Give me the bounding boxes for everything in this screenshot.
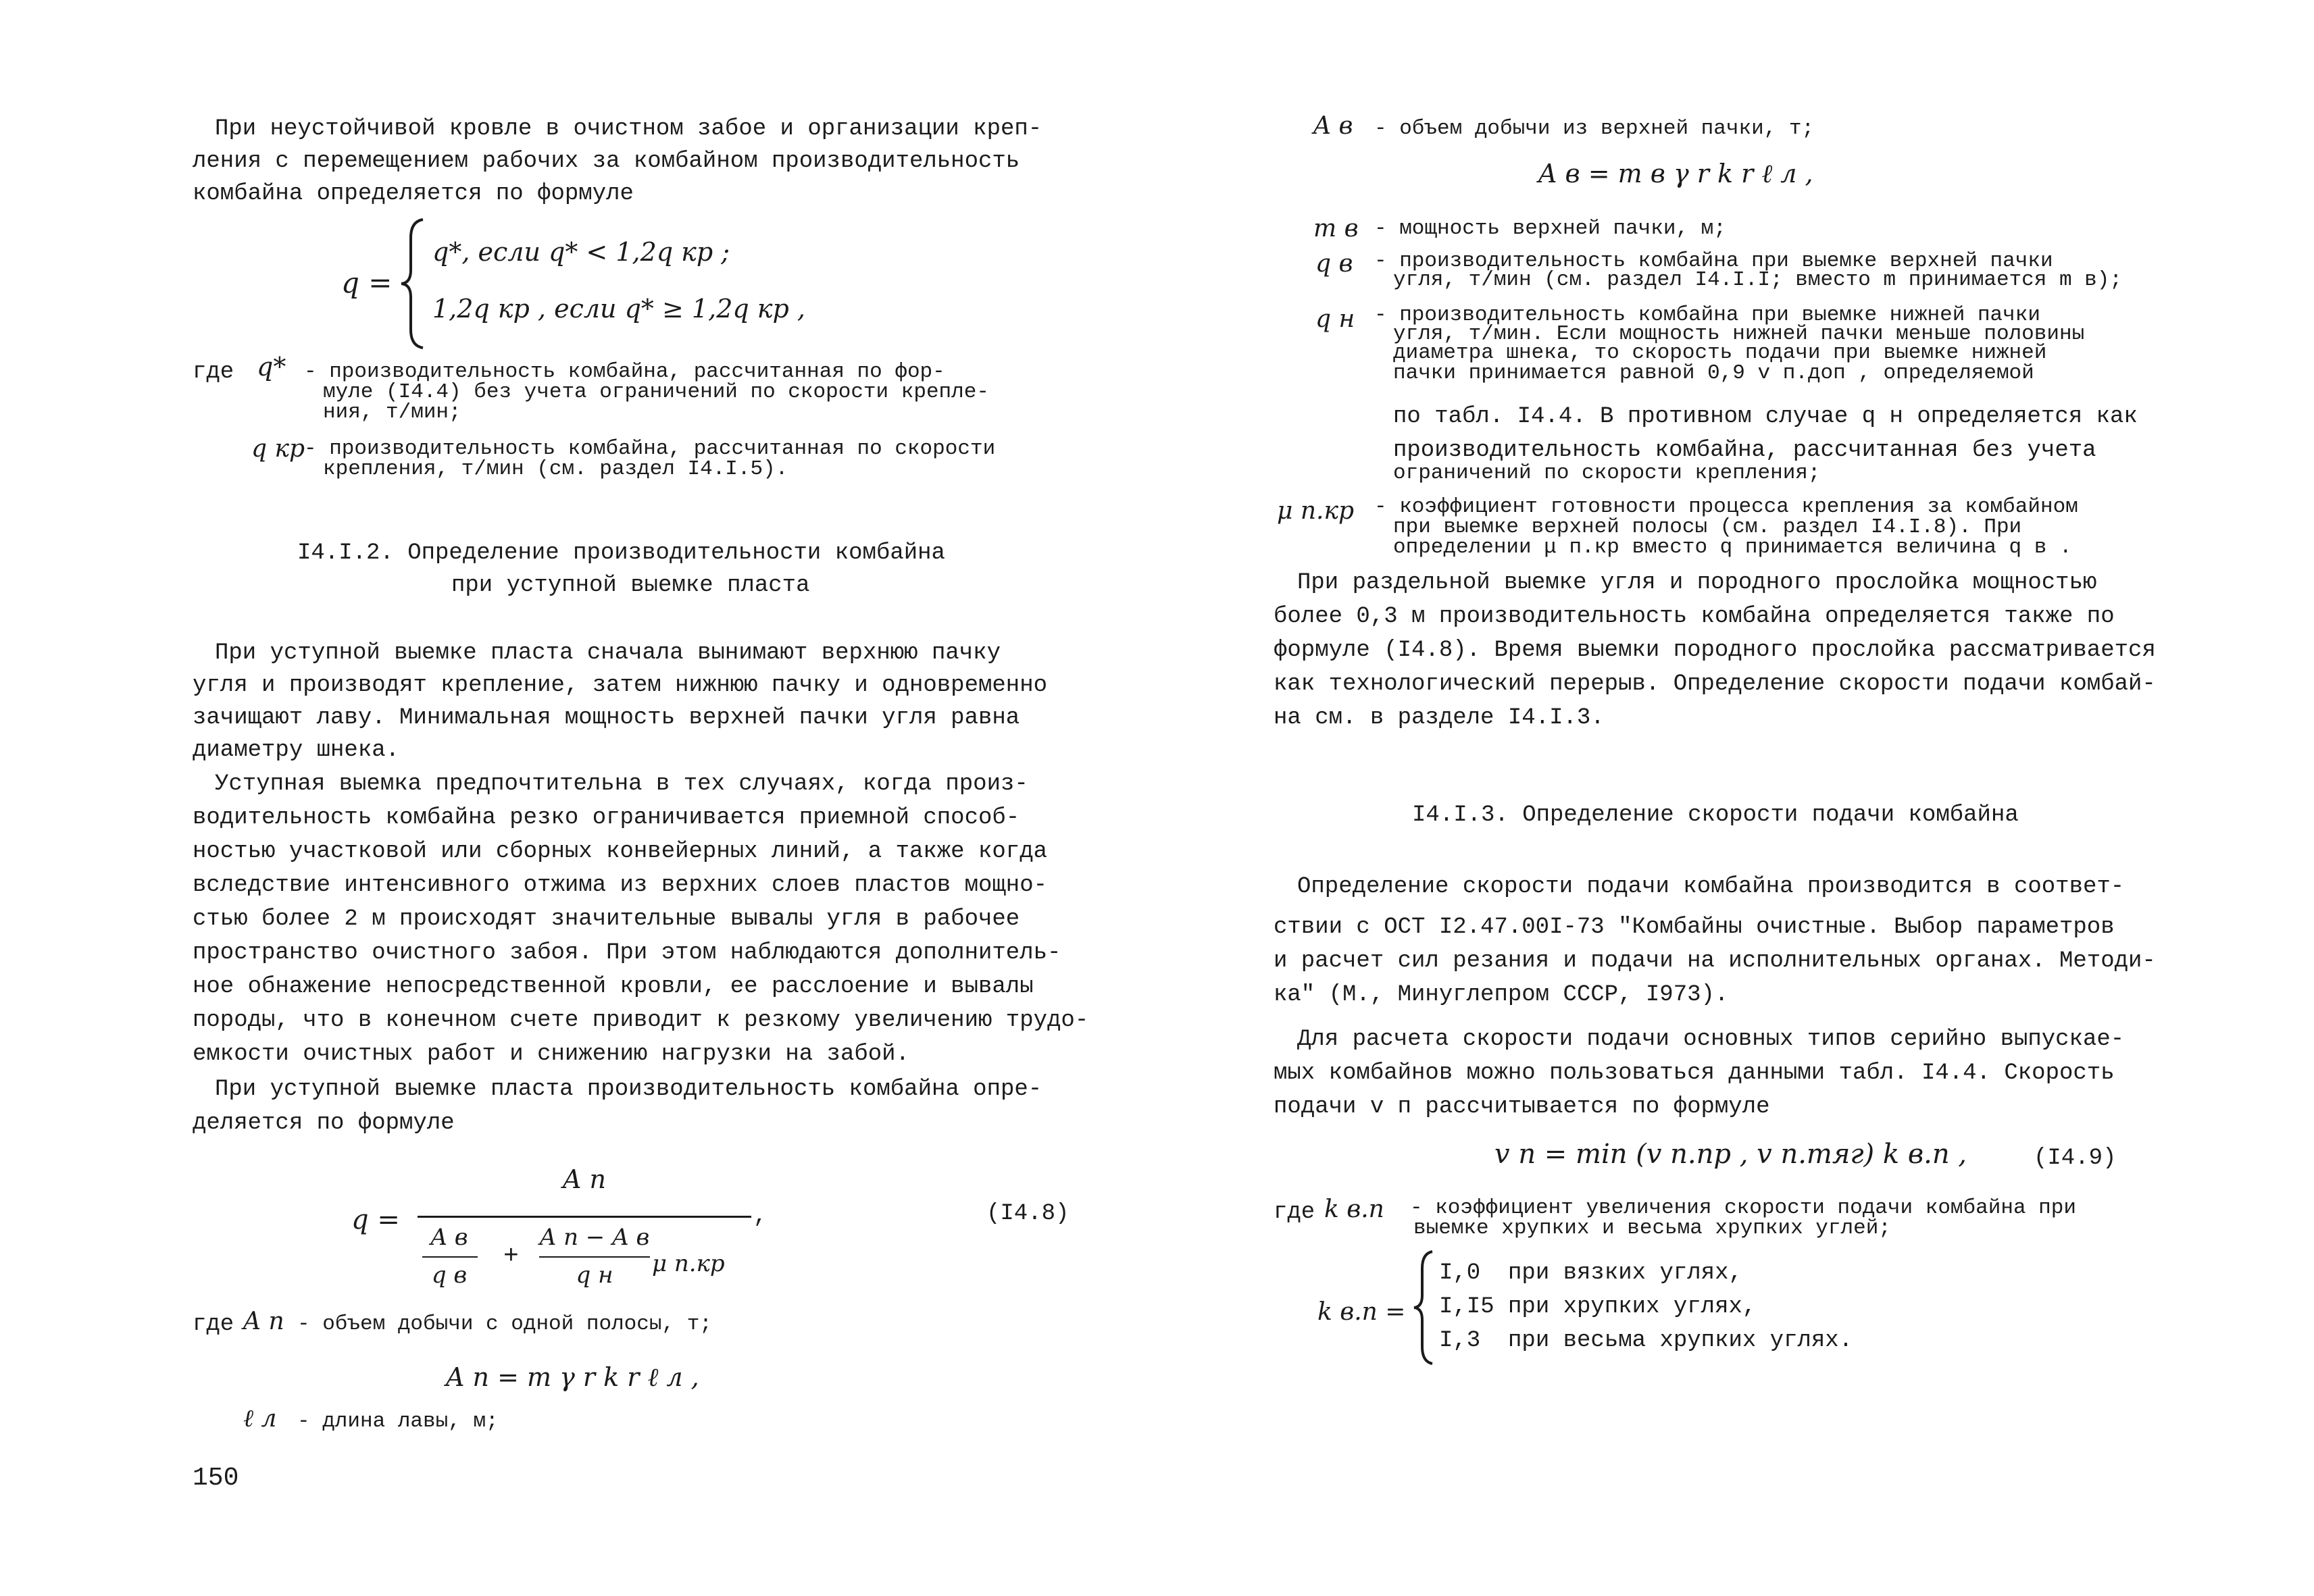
definition-line: - объем добычи с одной полосы, т; — [297, 1312, 712, 1336]
definition-line: пачки принимается равной 0,9 v п.доп , определяемой — [1393, 361, 2034, 385]
text-line: диаметру шнека. — [193, 738, 400, 763]
symbol: q кр — [251, 435, 305, 463]
definition-line: - коэффициент увеличения скорости подачи комбайна при — [1410, 1196, 2076, 1220]
text-line: ностью участковой или сборных конвейерных линий, а также когда — [193, 839, 1048, 865]
text-line: пространство очистного забоя. При этом наблюдаются дополнитель- — [193, 940, 1061, 966]
text-line: Уступная выемка предпочтительна в тех случаях, когда произ- — [215, 771, 1028, 797]
formula-lhs: q = — [341, 266, 393, 299]
case-line: I,3 при весьма хрупких углях. — [1439, 1328, 1853, 1354]
section-heading: при уступной выемке пласта — [451, 573, 810, 598]
formula-case: 1,2q кр , если q* ≥ 1,2q кр , — [432, 294, 805, 324]
text-line: ствии с ОСТ I2.47.00I-73 "Комбайны очистные. Выбор параметров — [1274, 915, 2115, 940]
formula: A п = m γ r k r ℓ л , — [446, 1362, 699, 1392]
symbol: m в — [1313, 215, 1359, 242]
where-label: где — [193, 1312, 234, 1337]
symbol: k в.п — [1324, 1195, 1384, 1223]
right-page — [1157, 0, 2314, 1596]
text-line: подачи v п рассчитывается по формуле — [1274, 1094, 1770, 1120]
formula-numerator: A п — [563, 1164, 606, 1194]
symbol: ℓ л — [243, 1405, 277, 1433]
text-line: и расчет сил резания и подачи на исполнительных органах. Методи- — [1274, 948, 2156, 974]
definition-line: - производительность комбайна, рассчитанная по фор- — [304, 360, 945, 384]
plus-sign: + — [503, 1242, 519, 1271]
formula: v п = min (v п.пр , v п.тяг) k в.п , — [1494, 1139, 1967, 1170]
page-number: 150 — [193, 1464, 239, 1493]
fraction-numerator: A п − A в — [539, 1224, 650, 1251]
fraction-denominator: q н — [576, 1262, 613, 1289]
text-line: породы, что в конечном счете приводит к резкому увеличению трудо- — [193, 1008, 1089, 1033]
section-heading: I4.I.2. Определение производительности комбайна — [297, 540, 945, 566]
definition-line: - коэффициент готовности процесса крепления за комбайном — [1374, 495, 2078, 519]
fraction-denominator: q в — [431, 1262, 468, 1289]
text-line: ное обнажение непосредственной кровли, ее расслоение и вывалы — [193, 974, 1034, 1000]
case-line: I,I5 при хрупких углях, — [1439, 1294, 1757, 1320]
case-line: I,0 при вязких углях, — [1439, 1260, 1742, 1286]
text-line: мых комбайнов можно пользоваться данными табл. I4.4. Скорость — [1274, 1060, 2115, 1086]
text-line: на см. в разделе I4.I.3. — [1274, 705, 1605, 731]
symbol: A п — [243, 1308, 284, 1335]
symbol: q в — [1315, 250, 1353, 278]
fraction-bar — [539, 1256, 650, 1258]
text-line: При раздельной выемке угля и породного прослойка мощностью — [1297, 570, 2097, 596]
definition-line: ния, т/мин; — [323, 401, 461, 424]
text-line: вследствие интенсивного отжима из верхних слоев пластов мощно- — [193, 873, 1048, 898]
where-label: где — [1274, 1200, 1315, 1225]
fraction-numerator: A в — [430, 1224, 468, 1251]
definition-line: муле (I4.4) без учета ограничений по скорости крепле- — [323, 380, 989, 404]
text-line: Для расчета скорости подачи основных типов серийно выпускае- — [1297, 1027, 2125, 1052]
mu-coefficient: μ п.кр — [652, 1250, 725, 1277]
definition-line: - мощность верхней пачки, м; — [1374, 217, 1726, 240]
text-line: емкости очистных работ и снижению нагрузки на забой. — [193, 1041, 909, 1067]
fraction-bar — [422, 1256, 478, 1258]
definition-line: - длина лавы, м; — [297, 1410, 499, 1433]
text-line: водительность комбайна резко ограничивается приемной способ- — [193, 805, 1020, 831]
section-heading: I4.I.3. Определение скорости подачи комбайна — [1412, 802, 2019, 828]
symbol: μ п.кр — [1277, 497, 1355, 525]
definition-line: - производительность комбайна при выемке нижней пачки — [1374, 303, 2040, 327]
text-line: ления с перемещением рабочих за комбайном производительность — [193, 149, 1020, 174]
text-line: деляется по формуле — [193, 1110, 455, 1136]
definition-line: определении μ п.кр вместо q принимается величина q в . — [1393, 536, 2072, 559]
definition-line: производительность комбайна, рассчитанная без учета — [1393, 438, 2096, 463]
formula: A в = m в γ r k r ℓ л , — [1538, 159, 1813, 188]
formula-case: q*, если q* < 1,2q кр ; — [432, 237, 730, 267]
definition-line: при выемке верхней полосы (см. раздел I4.I.8). При — [1393, 515, 2022, 539]
definition-line: диаметра шнека, то скорость подачи при выемке нижней — [1393, 341, 2047, 365]
text-line: Определение скорости подачи комбайна производится в соответ- — [1297, 874, 2125, 900]
formula-lhs: k в.п = — [1317, 1298, 1406, 1326]
definition-line: ограничений по скорости крепления; — [1393, 461, 1821, 485]
symbol: q* — [257, 352, 286, 382]
definition-line: - объем добычи из верхней пачки, т; — [1374, 117, 1815, 140]
formula-lhs: q = — [351, 1204, 400, 1235]
text-line: как технологический перерыв. Определение скорости подачи комбай- — [1274, 671, 2156, 697]
text-line: угля и производят крепление, затем нижнюю пачку и одновременно — [193, 673, 1048, 698]
text-line: комбайна определяется по формуле — [193, 181, 634, 207]
definition-line: угля, т/мин (см. раздел I4.I.I; вместо m принимается m в); — [1393, 268, 2122, 292]
text-line: ка" (М., Минуглепром СССР, I973). — [1274, 982, 1729, 1008]
definition-line: - производительность комбайна при выемке верхней пачки — [1374, 249, 2053, 273]
symbol: q н — [1315, 305, 1355, 333]
where-label: где — [193, 359, 234, 385]
definition-line: угля, т/мин. Если мощность нижней пачки меньше половины — [1393, 322, 2085, 346]
text-line: При уступной выемке пласта сначала вынимают верхнюю пачку — [215, 640, 1001, 666]
definition-line: - производительность комбайна, рассчитанная по скорости — [304, 437, 996, 461]
text-line: При уступной выемке пласта производительность комбайна опре- — [215, 1077, 1042, 1102]
symbol: A в — [1313, 112, 1353, 140]
text-line: зачищают лаву. Минимальная мощность верхней пачки угля равна — [193, 705, 1020, 731]
text-line: более 0,3 м производительность комбайна определяется также по — [1274, 604, 2115, 629]
definition-line: по табл. I4.4. В противном случае q н определяется как — [1393, 404, 2138, 430]
text-line: формуле (I4.8). Время выемки породного прослойка рассматривается — [1274, 638, 2156, 663]
text-line: стью более 2 м происходят значительные вывалы угля в рабочее — [193, 906, 1020, 932]
text-line: При неустойчивой кровле в очистном забое и организации креп- — [215, 116, 1042, 142]
formula-comma: , — [753, 1204, 768, 1229]
left-brace — [1412, 1250, 1435, 1366]
equation-number: (I4.8) — [986, 1201, 1070, 1227]
definition-line: крепления, т/мин (см. раздел I4.I.5). — [323, 457, 788, 481]
equation-number: (I4.9) — [2034, 1145, 2117, 1171]
fraction-bar — [418, 1216, 751, 1218]
left-brace — [399, 217, 426, 349]
definition-line: выемке хрупких и весьма хрупких углей; — [1413, 1216, 1891, 1240]
